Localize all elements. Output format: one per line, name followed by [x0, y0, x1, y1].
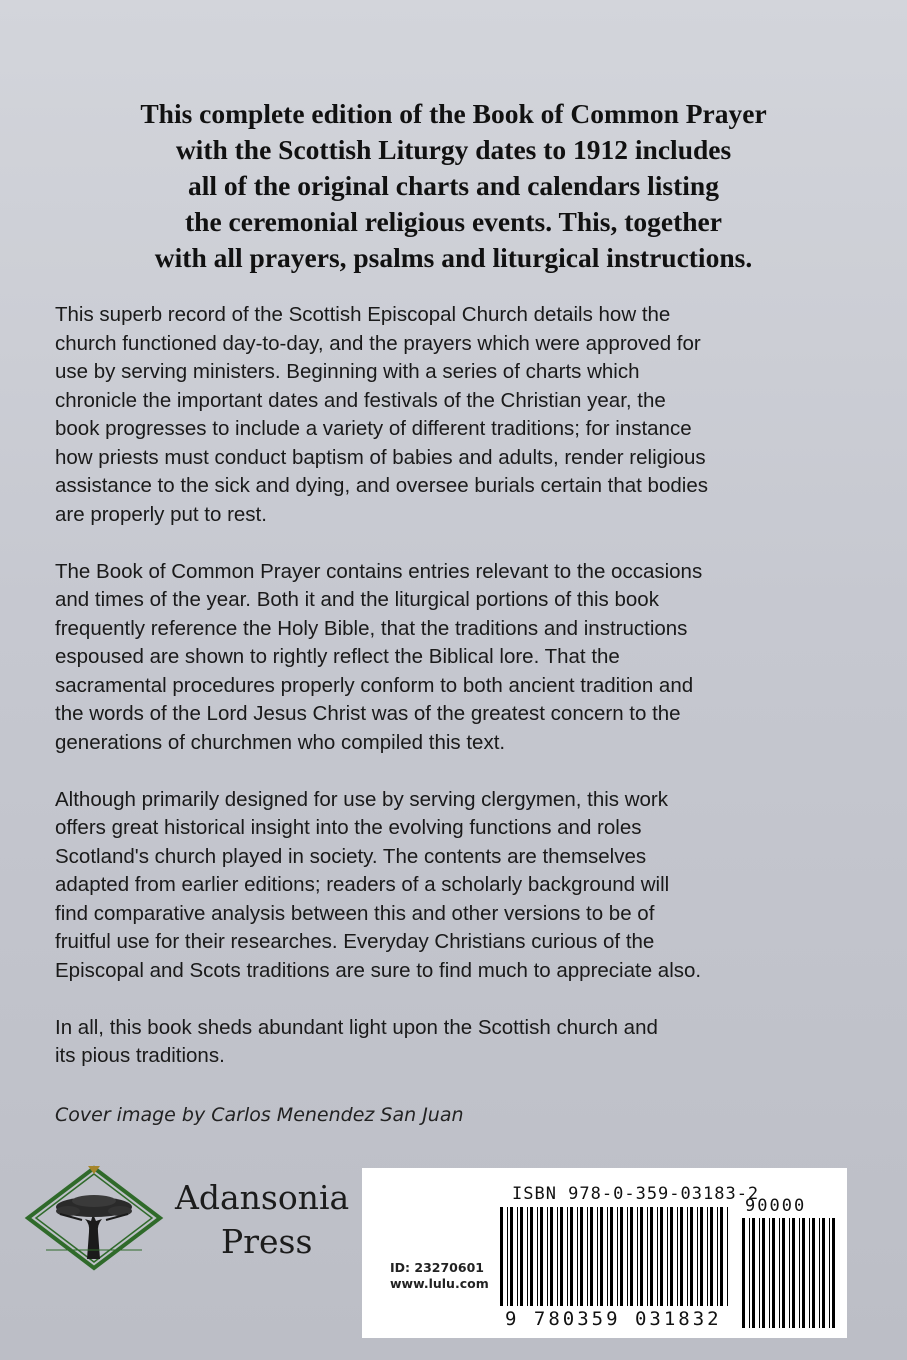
- text-line: Although primarily designed for use by serving clergymen, this work: [55, 787, 668, 811]
- barcode-bar: [720, 1207, 723, 1306]
- headline-line: This complete edition of the Book of Common Prayer: [140, 98, 767, 129]
- headline-line: all of the original charts and calendars listing: [188, 170, 719, 201]
- text-line: generations of churchmen who compiled this text.: [55, 730, 506, 754]
- barcode-bar: [637, 1207, 638, 1306]
- text-line: use by serving ministers. Beginning with a series of charts which: [55, 360, 640, 383]
- barcode-bar: [680, 1207, 683, 1306]
- barcode-bar: [580, 1207, 583, 1306]
- text-line: adapted from earlier editions; readers of a scholarly background will: [55, 873, 670, 896]
- barcode-bar: [759, 1218, 760, 1328]
- text-line: assistance to the sick and dying, and oversee burials certain that bodies: [55, 474, 708, 497]
- text-line: fruitful use for their researches. Everyday Christians curious of the: [55, 930, 655, 953]
- barcode-bar: [577, 1207, 578, 1306]
- addon-barcode: [742, 1218, 838, 1328]
- barcode-bar: [557, 1207, 558, 1306]
- publisher-name: [175, 1176, 349, 1264]
- lulu-site: www.lulu.com: [390, 1276, 489, 1291]
- headline-line: with the Scottish Liturgy dates to 1912 includes: [175, 134, 732, 165]
- barcode-bar: [677, 1207, 678, 1306]
- headline-line: the ceremonial religious events. This, together: [185, 206, 722, 237]
- barcode-bar: [727, 1207, 728, 1306]
- barcode-bar: [742, 1218, 745, 1328]
- barcode-panel: [362, 1168, 847, 1338]
- barcode-bar: [590, 1207, 593, 1306]
- barcode-bar: [507, 1207, 508, 1306]
- barcode-bar: [717, 1207, 718, 1306]
- cover-credit: Cover image by Carlos Menendez San Juan: [55, 1104, 464, 1126]
- text-line: espoused are shown to rightly reflect the Biblical lore. That the: [55, 645, 620, 668]
- text-line: its pious traditions.: [55, 1044, 225, 1067]
- barcode-bar: [587, 1207, 588, 1306]
- barcode-bar: [710, 1207, 713, 1306]
- headline-line: with all prayers, psalms and liturgical instructions.: [154, 242, 753, 273]
- barcode-bar: [697, 1207, 698, 1306]
- text-line: Scotland's church played in society. The contents are themselves: [55, 844, 647, 868]
- barcode-bar: [530, 1207, 533, 1306]
- barcode-bar: [520, 1207, 523, 1306]
- barcode-bar: [550, 1207, 553, 1306]
- barcode-bar: [657, 1207, 658, 1306]
- text-line: how priests must conduct baptism of babies and adults, render religious: [55, 445, 706, 469]
- text-line: and times of the year. Both it and the liturgical portions of this book: [55, 588, 659, 611]
- text-line: the words of the Lord Jesus Christ was of the greatest concern to the: [55, 702, 681, 725]
- barcode-bar: [762, 1218, 765, 1328]
- barcode-bar: [547, 1207, 548, 1306]
- barcode-bar: [617, 1207, 618, 1306]
- paragraph-3: [55, 786, 855, 986]
- text-line: book progresses to include a variety of different traditions; for instance: [55, 417, 692, 440]
- text-line: sacramental procedures properly conform to both ancient tradition and: [55, 673, 694, 697]
- barcode-bar: [802, 1218, 805, 1328]
- ean-barcode: [500, 1207, 732, 1306]
- barcode-bar: [779, 1218, 780, 1328]
- text-line: are properly put to rest.: [55, 502, 267, 526]
- barcode-bar: [510, 1207, 513, 1306]
- barcode-bar: [749, 1218, 750, 1328]
- barcode-bar: [772, 1218, 775, 1328]
- barcode-bar: [819, 1218, 820, 1328]
- text-line: This superb record of the Scottish Episcopal Church details how the: [55, 303, 671, 326]
- barcode-bar: [687, 1207, 688, 1306]
- barcode-bar: [832, 1218, 835, 1328]
- barcode-bar: [647, 1207, 648, 1306]
- barcode-bar: [769, 1218, 770, 1328]
- isbn-label: ISBN 978-0-359-03183-2: [512, 1184, 760, 1204]
- barcode-bar: [799, 1218, 800, 1328]
- barcode-bar: [700, 1207, 703, 1306]
- barcode-bar: [627, 1207, 628, 1306]
- barcode-bar: [517, 1207, 518, 1306]
- barcode-bar: [792, 1218, 795, 1328]
- barcode-bar: [782, 1218, 785, 1328]
- barcode-bar: [752, 1218, 755, 1328]
- text-line: In all, this book sheds abundant light upon the Scottish church and: [55, 1015, 658, 1039]
- publisher-line-2: Press: [221, 1222, 313, 1261]
- barcode-bar: [567, 1207, 568, 1306]
- barcode-bar: [527, 1207, 528, 1306]
- ean-digits: 9 780359 031832: [505, 1308, 722, 1330]
- barcode-bar: [600, 1207, 603, 1306]
- barcode-bar: [670, 1207, 673, 1306]
- text-line: frequently reference the Holy Bible, that the traditions and instructions: [55, 616, 688, 640]
- publisher-line-1: Adansonia: [175, 1178, 350, 1217]
- barcode-bar: [570, 1207, 573, 1306]
- barcode-bar: [707, 1207, 708, 1306]
- barcode-bar: [789, 1218, 790, 1328]
- barcode-bar: [650, 1207, 653, 1306]
- barcode-bar: [540, 1207, 543, 1306]
- barcode-bar: [597, 1207, 598, 1306]
- text-line: offers great historical insight into the evolving functions and roles: [55, 816, 642, 839]
- barcode-bar: [809, 1218, 810, 1328]
- addon-number: 90000: [745, 1196, 807, 1216]
- baobab-tree-diamond-icon: [24, 1164, 164, 1272]
- barcode-bar: [690, 1207, 693, 1306]
- paragraph-2: [55, 558, 855, 758]
- text-line: find comparative analysis between this and other versions to be of: [55, 901, 655, 925]
- barcode-bar: [829, 1218, 830, 1328]
- barcode-bar: [822, 1218, 825, 1328]
- barcode-bar: [667, 1207, 668, 1306]
- text-line: church functioned day-to-day, and the prayers which were approved for: [55, 331, 701, 355]
- barcode-bar: [630, 1207, 633, 1306]
- lulu-id-block: [390, 1260, 489, 1292]
- text-line: The Book of Common Prayer contains entries relevant to the occasions: [55, 559, 703, 583]
- paragraph-4: [55, 1014, 855, 1071]
- lulu-id: ID: 23270601: [390, 1260, 484, 1275]
- barcode-bar: [537, 1207, 538, 1306]
- barcode-bar: [620, 1207, 623, 1306]
- barcode-bar: [500, 1207, 503, 1306]
- headline-blurb: [40, 96, 867, 276]
- barcode-bar: [607, 1207, 608, 1306]
- barcode-bar: [610, 1207, 613, 1306]
- barcode-bar: [812, 1218, 815, 1328]
- paragraph-1: [55, 301, 855, 529]
- description-body: [55, 301, 855, 1099]
- barcode-bar: [640, 1207, 643, 1306]
- barcode-bar: [560, 1207, 563, 1306]
- text-line: Episcopal and Scots traditions are sure to find much to appreciate also.: [55, 958, 702, 982]
- text-line: chronicle the important dates and festivals of the Christian year, the: [55, 388, 666, 412]
- barcode-bar: [660, 1207, 663, 1306]
